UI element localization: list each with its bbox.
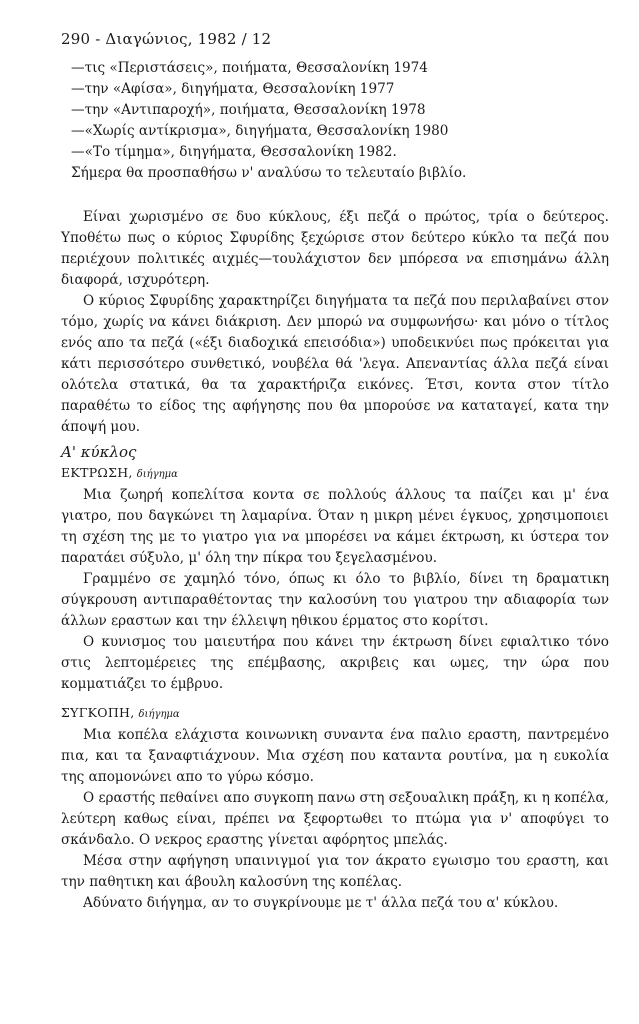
story-paragraph: Μέσα στην αφήγηση υπαινιγμοί για τον άκρατο εγωισμο του εραστη, και την παθητικη και άβουλη καλοσύνη της κοπέλας. — [61, 853, 609, 890]
bibliography-item: —τις «Περιστάσεις», ποιήματα, Θεσσαλονίκη 1974 — [71, 60, 428, 76]
story-paragraph: Ο κυνισμος του μαιευτήρα που κάνει την έκτρωση δίνει εφιαλτικο τόνο στις λεπτομέρειες της επέμβασης, ακριβεις και ωμες, την ώρα που κομματιάζει το έμβρυο. — [61, 634, 609, 692]
running-head: 290 - Διαγώνιος, 1982 / 12 — [61, 30, 272, 48]
story-title: ΕΚΤΡΩΣΗ, — [61, 465, 133, 480]
story-genre: διήγημα — [136, 469, 178, 480]
story-paragraph: Αδύνατο διήγημα, αν το συγκρίνουμε με τ' άλλα πεζά του α' κύκλου. — [83, 895, 559, 911]
bibliography-list — [61, 58, 609, 184]
story-title: ΣΥΓΚΟΠΗ, — [61, 705, 135, 720]
story-heading — [61, 703, 609, 725]
section-title: Α' κύκλος — [61, 443, 137, 461]
bibliography-item: —«Το τίμημα», διηγήματα, Θεσσαλονίκη 1982. — [71, 144, 397, 160]
intro-line: Σήμερα θα προσπαθήσω ν' αναλύσω το τελευταίο βιβλίο. — [71, 165, 467, 181]
bibliography-item: —«Χωρίς αντίκρισμα», διηγήματα, Θεσσαλονίκη 1980 — [71, 123, 449, 139]
bibliography-item: —την «Αντιπαροχή», ποιήματα, Θεσσαλονίκη 1978 — [71, 102, 426, 118]
story-paragraph: Γραμμένο σε χαμηλό τόνο, όπως κι όλο το βιβλίο, δίνει τη δραματικη σύγκρουση αντιπαραθέτοντας την καλοσύνη του γιατρου την αδιαφορία των άλλων εραστων και την έλλειψη ηθικου έρματος στο κορίτσι. — [61, 571, 609, 629]
intro-paragraph: Είναι χωρισμένο σε δυο κύκλους, έξι πεζά ο πρώτος, τρία ο δεύτερος. Υποθέτω πως ο κύριος Σφυρίδης ξεχώρισε στον δεύτερο κύκλο τα πεζά που περιέχουν πολιτικές αιχμές—τουλάχιστον δεν μπόρεσα να επισημάνω άλλη διαφορά, ισχυρότερη. — [61, 209, 609, 288]
story-genre: διήγημα — [138, 709, 180, 720]
story-heading — [61, 463, 609, 485]
story-paragraph: Ο εραστής πεθαίνει απο συγκοπη πανω στη σεξουαλικη πράξη, κι η κοπέλα, λεύτερη καθως είναι, πρέπει να ξεφορτωθει το πτώμα για ν' αποφύγει το σκάνδαλο. Ο νεκρος εραστης γίνεται αφόρητος μπελάς. — [61, 790, 609, 848]
story-paragraph: Μια κοπέλα ελάχιστα κοινωνικη συναντα ένα παλιο εραστη, παντρεμένο πια, και τα ξαναφτιάχνουν. Μια σχέση που καταντα ρουτίνα, μα η ευκολία της απομονώνει απο το γύρω κόσμο. — [61, 727, 609, 785]
page — [61, 30, 609, 914]
story-paragraph: Μια ζωηρή κοπελίτσα κοντα σε πολλούς άλλους τα παίζει και μ' ένα γιατρο, που δαγκώνει τη λαμαρίνα. Όταν η μικρη μένει έγκυος, χρησιμοποιει τη σχέση της με το γιατρο για να μπορέσει να κάμει έκτρωση, κι ύστερα τον παρατάει σύξυλο, μ' όλη την πίκρα του ξεγελασμένου. — [61, 487, 609, 566]
intro-paragraph: Ο κύριος Σφυρίδης χαρακτηρίζει διηγήματα τα πεζά που περιλαβαίνει στον τόμο, χωρίς να κάνει διάκριση. Δεν μπορώ να συμφωνήσω· και μόνο ο τίτλος ενός απο τα πεζά («έξι διαδοχικά επεισόδια») υποδεικνύει πως πρόκειται για κάτι περισσότερο συνθετικό, νουβέλα θά 'λεγα. Απεναντίας άλλα πεζά είναι ολότελα στατικά, θα τα χαρακτήριζα εικόνες. Έτσι, κοντα στον τίτλο παραθέτω το είδος της αφήγησης που θα μπορούσε να καταταγεί, κατα την άποψή μου. — [61, 293, 609, 435]
bibliography-item: —την «Αφίσα», διηγήματα, Θεσσαλονίκη 1977 — [71, 81, 395, 97]
